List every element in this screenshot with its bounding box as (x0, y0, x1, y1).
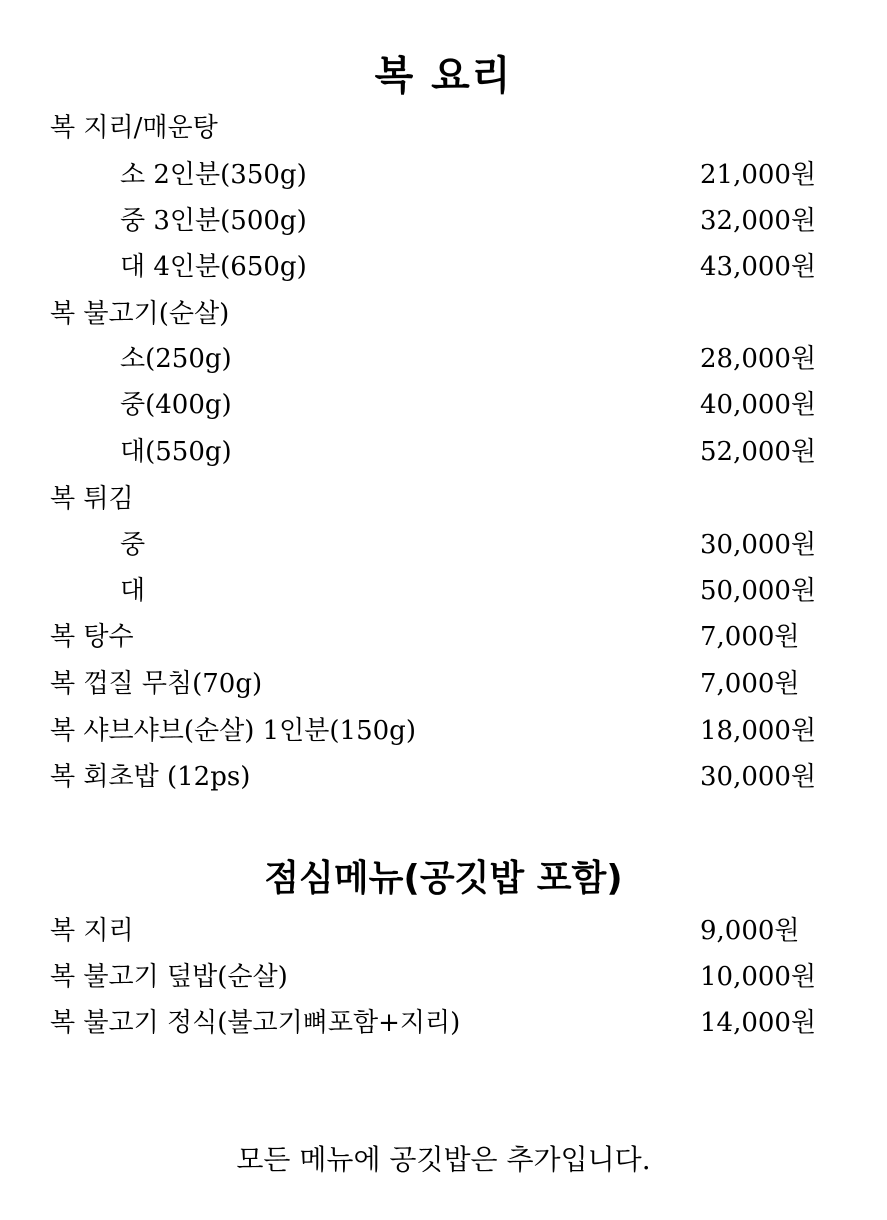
menu-item-price: 10,000원 (700, 962, 817, 992)
menu-item-price: 32,000원 (700, 206, 817, 236)
menu-item (0, 155, 887, 195)
menu-item-name: 중(400g) (120, 390, 232, 420)
menu-item-price: 7,000원 (700, 622, 800, 652)
menu-item-price: 21,000원 (700, 160, 817, 190)
menu-category (0, 479, 887, 519)
menu-item (0, 617, 887, 657)
menu-item-name: 복 불고기 정식(불고기뼈포함+지리) (50, 1008, 461, 1038)
menu-category (0, 108, 887, 148)
menu-item (0, 432, 887, 472)
menu-item-price: 7,000원 (700, 669, 800, 699)
section-title-pufferfish: 복 요리 (374, 53, 513, 99)
menu-item-name: 대(550g) (120, 437, 232, 467)
menu-item-price: 18,000원 (700, 716, 817, 746)
menu-item-name: 복 불고기(순살) (50, 299, 230, 329)
menu-item-name: 소(250g) (120, 344, 232, 374)
menu-item (0, 525, 887, 565)
menu-item-name: 복 지리 (50, 916, 134, 946)
menu-item (0, 339, 887, 379)
menu-item-price: 30,000원 (700, 762, 817, 792)
menu-item-name: 소 2인분(350g) (120, 160, 307, 190)
menu-item-price: 50,000원 (700, 576, 817, 606)
menu-item-price: 43,000원 (700, 252, 817, 282)
menu-item-name: 복 회초밥 (12ps) (50, 762, 251, 792)
menu-item (0, 201, 887, 241)
menu-item-price: 14,000원 (700, 1008, 817, 1038)
menu-item (0, 711, 887, 751)
menu-item-name: 복 껍질 무침(70g) (50, 669, 263, 699)
menu-item-price: 40,000원 (700, 390, 817, 420)
footer-note: 모든 메뉴에 공깃밥은 추가입니다. (236, 1143, 651, 1176)
menu-item-price: 28,000원 (700, 344, 817, 374)
menu-item (0, 571, 887, 611)
menu-item (0, 1003, 887, 1043)
menu-item (0, 247, 887, 287)
menu-item (0, 385, 887, 425)
menu-item (0, 757, 887, 797)
menu-item-name: 복 튀김 (50, 484, 134, 514)
menu-item-price: 9,000원 (700, 916, 800, 946)
menu-item-name: 복 불고기 덮밥(순살) (50, 962, 288, 992)
menu-item-name: 복 탕수 (50, 622, 134, 652)
menu-item (0, 957, 887, 997)
menu-item-name: 복 지리/매운탕 (50, 113, 218, 143)
menu-item-name: 중 3인분(500g) (120, 206, 307, 236)
section-title-lunch: 점심메뉴(공깃밥 포함) (264, 858, 623, 899)
menu-item-name: 복 샤브샤브(순살) 1인분(150g) (50, 716, 416, 746)
menu-item-name: 대 4인분(650g) (120, 252, 307, 282)
menu-item-price: 30,000원 (700, 530, 817, 560)
menu-category (0, 294, 887, 334)
menu-item (0, 911, 887, 951)
menu-item-name: 대 (120, 576, 146, 606)
menu-item-name: 중 (120, 530, 146, 560)
menu-item (0, 664, 887, 704)
menu-item-price: 52,000원 (700, 437, 817, 467)
